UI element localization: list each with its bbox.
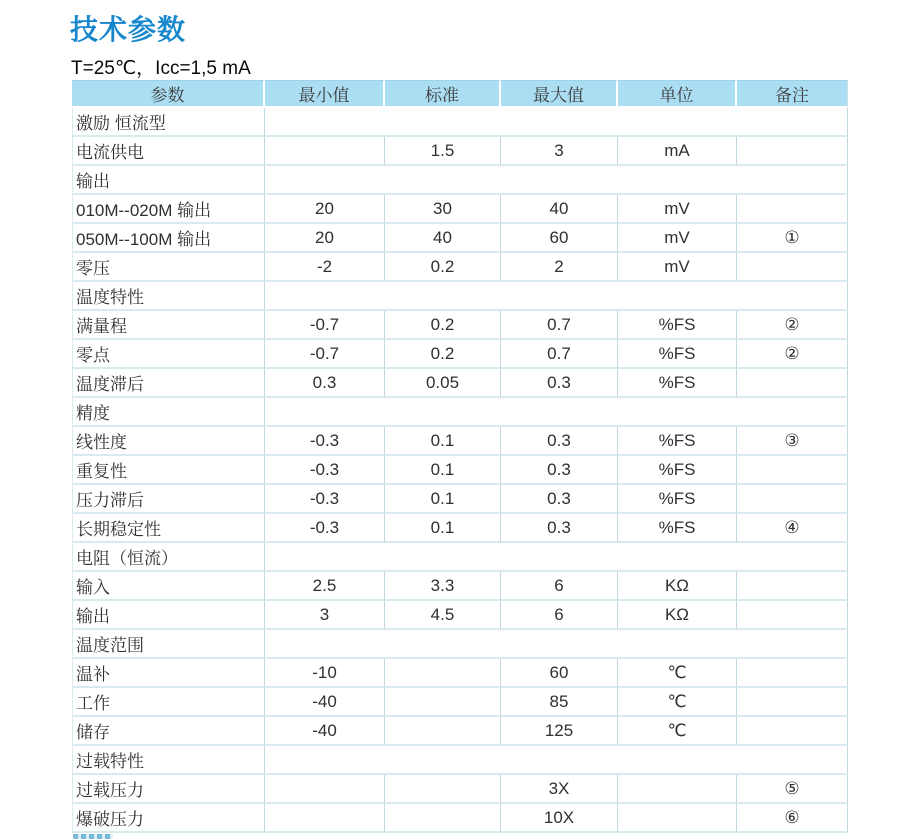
cell-min: -0.3 [265, 514, 385, 543]
cell-min: 3 [265, 601, 385, 630]
cell-min: -40 [265, 717, 385, 746]
header-max: 最大值 [501, 80, 618, 108]
cell-param: 温度滞后 [72, 369, 265, 398]
cell-note [737, 717, 848, 746]
cell-min: 2.5 [265, 572, 385, 601]
cell-param: 电流供电 [72, 137, 265, 166]
cell-merged [265, 282, 848, 311]
cell-note [737, 456, 848, 485]
cell-merged [265, 108, 848, 137]
cell-note: ④ [737, 514, 848, 543]
spec-table [72, 80, 848, 833]
cell-min: -0.7 [265, 340, 385, 369]
cell-min [265, 775, 385, 804]
cell-note [737, 659, 848, 688]
section-row [72, 398, 848, 427]
cell-std: 0.05 [385, 369, 501, 398]
spec-table-header [72, 80, 848, 108]
cell-std: 4.5 [385, 601, 501, 630]
cell-std: 30 [385, 195, 501, 224]
cell-unit: mA [618, 137, 737, 166]
table-row [72, 224, 848, 253]
table-row [72, 340, 848, 369]
cell-min: -0.3 [265, 485, 385, 514]
section-row [72, 166, 848, 195]
cell-unit [618, 804, 737, 833]
cell-max: 60 [501, 224, 618, 253]
table-row [72, 659, 848, 688]
cell-note: ② [737, 311, 848, 340]
cell-param: 010M--020M 输出 [72, 195, 265, 224]
table-row [72, 717, 848, 746]
table-row [72, 775, 848, 804]
cell-std: 40 [385, 224, 501, 253]
cell-max: 60 [501, 659, 618, 688]
table-row [72, 427, 848, 456]
cell-note: ⑥ [737, 804, 848, 833]
cell-param: 零压 [72, 253, 265, 282]
cell-param: 满量程 [72, 311, 265, 340]
cell-min: -2 [265, 253, 385, 282]
cell-param: 零点 [72, 340, 265, 369]
cell-std: 0.1 [385, 485, 501, 514]
header-param: 参数 [72, 80, 265, 108]
cell-max: 3X [501, 775, 618, 804]
cell-max: 0.3 [501, 514, 618, 543]
cell-note [737, 688, 848, 717]
cell-unit: %FS [618, 311, 737, 340]
cell-param: 输出 [72, 601, 265, 630]
header-std: 标准 [385, 80, 501, 108]
cell-min [265, 137, 385, 166]
cell-merged [265, 746, 848, 775]
cell-param: 激励 恒流型 [72, 108, 265, 137]
cell-std [385, 688, 501, 717]
table-row [72, 369, 848, 398]
cell-std [385, 717, 501, 746]
cell-note: ② [737, 340, 848, 369]
cell-unit: %FS [618, 369, 737, 398]
cell-min: 0.3 [265, 369, 385, 398]
cell-std: 0.1 [385, 456, 501, 485]
table-row [72, 485, 848, 514]
cell-param: 温度范围 [72, 630, 265, 659]
header-unit: 单位 [618, 80, 737, 108]
cell-std: 0.1 [385, 514, 501, 543]
cell-unit: mV [618, 195, 737, 224]
cell-std: 0.2 [385, 311, 501, 340]
cell-merged [265, 398, 848, 427]
header-row [72, 80, 848, 108]
cell-note [737, 253, 848, 282]
cell-param: 工作 [72, 688, 265, 717]
cell-unit: %FS [618, 427, 737, 456]
cell-min: -0.7 [265, 311, 385, 340]
cell-max: 6 [501, 601, 618, 630]
cell-param: 长期稳定性 [72, 514, 265, 543]
cell-max: 0.3 [501, 427, 618, 456]
cell-note [737, 195, 848, 224]
section-row [72, 630, 848, 659]
cell-param: 爆破压力 [72, 804, 265, 833]
cell-param: 电阻（恒流） [72, 543, 265, 572]
cell-param: 储存 [72, 717, 265, 746]
cell-param: 050M--100M 输出 [72, 224, 265, 253]
cell-max: 0.7 [501, 340, 618, 369]
cell-note [737, 137, 848, 166]
section-row [72, 543, 848, 572]
cell-param: 温度特性 [72, 282, 265, 311]
cell-min: 20 [265, 224, 385, 253]
cell-note [737, 601, 848, 630]
section-row [72, 108, 848, 137]
table-row [72, 311, 848, 340]
cell-std: 0.1 [385, 427, 501, 456]
cell-param: 过载特性 [72, 746, 265, 775]
cell-max: 0.3 [501, 485, 618, 514]
cell-max: 85 [501, 688, 618, 717]
cell-param: 输入 [72, 572, 265, 601]
cell-std: 0.2 [385, 340, 501, 369]
table-row [72, 456, 848, 485]
cell-merged [265, 166, 848, 195]
table-row [72, 804, 848, 833]
table-row [72, 601, 848, 630]
cell-note: ① [737, 224, 848, 253]
cell-unit: mV [618, 253, 737, 282]
cell-max: 40 [501, 195, 618, 224]
cell-max: 10X [501, 804, 618, 833]
cell-max: 0.3 [501, 456, 618, 485]
cell-unit: %FS [618, 514, 737, 543]
header-note: 备注 [737, 80, 848, 108]
cell-unit: ℃ [618, 688, 737, 717]
cell-min [265, 804, 385, 833]
cell-max: 0.7 [501, 311, 618, 340]
cell-unit: %FS [618, 485, 737, 514]
cell-note: ③ [737, 427, 848, 456]
cell-min: 20 [265, 195, 385, 224]
cell-std: 1.5 [385, 137, 501, 166]
cell-unit: ℃ [618, 659, 737, 688]
cell-std [385, 804, 501, 833]
test-conditions: T=25℃，Icc=1,5 mA [71, 58, 251, 79]
table-row [72, 514, 848, 543]
cell-note [737, 572, 848, 601]
cell-param: 温补 [72, 659, 265, 688]
cell-note [737, 485, 848, 514]
header-min: 最小值 [265, 80, 385, 108]
clipped-text-fragment [73, 834, 113, 839]
section-row [72, 282, 848, 311]
cell-unit: ℃ [618, 717, 737, 746]
cell-min: -0.3 [265, 427, 385, 456]
table-row [72, 688, 848, 717]
cell-min: -40 [265, 688, 385, 717]
cell-min: -10 [265, 659, 385, 688]
cell-unit [618, 775, 737, 804]
cell-param: 精度 [72, 398, 265, 427]
cell-unit: mV [618, 224, 737, 253]
cell-std [385, 775, 501, 804]
table-row [72, 253, 848, 282]
cell-unit: KΩ [618, 572, 737, 601]
section-row [72, 746, 848, 775]
cell-unit: %FS [618, 340, 737, 369]
cell-std: 3.3 [385, 572, 501, 601]
cell-param: 重复性 [72, 456, 265, 485]
cell-param: 压力滞后 [72, 485, 265, 514]
page-title: 技术参数 [70, 14, 187, 45]
cell-std: 0.2 [385, 253, 501, 282]
table-row [72, 195, 848, 224]
cell-min: -0.3 [265, 456, 385, 485]
cell-merged [265, 630, 848, 659]
cell-param: 输出 [72, 166, 265, 195]
table-row [72, 137, 848, 166]
cell-max: 125 [501, 717, 618, 746]
cell-note [737, 369, 848, 398]
cell-unit: KΩ [618, 601, 737, 630]
cell-max: 0.3 [501, 369, 618, 398]
cell-std [385, 659, 501, 688]
cell-max: 2 [501, 253, 618, 282]
cell-param: 过载压力 [72, 775, 265, 804]
cell-note: ⑤ [737, 775, 848, 804]
spec-table-body [72, 108, 848, 833]
table-row [72, 572, 848, 601]
cell-param: 线性度 [72, 427, 265, 456]
cell-max: 3 [501, 137, 618, 166]
cell-merged [265, 543, 848, 572]
cell-unit: %FS [618, 456, 737, 485]
cell-max: 6 [501, 572, 618, 601]
